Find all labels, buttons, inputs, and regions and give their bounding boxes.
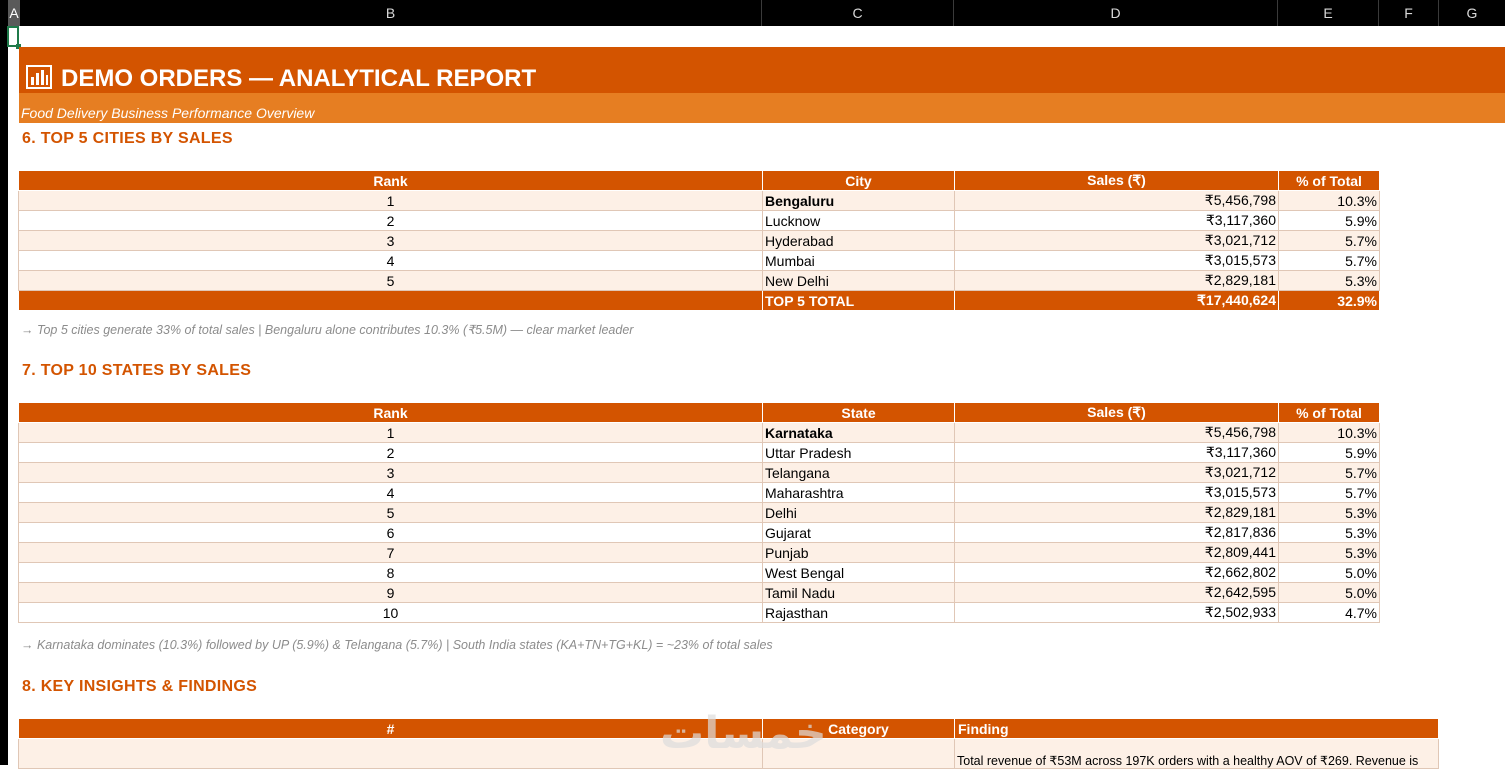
column-heading: Sales (₹) — [955, 171, 1279, 191]
column-header-f[interactable]: F — [1379, 0, 1439, 26]
sales-cell[interactable]: ₹2,829,181 — [955, 503, 1279, 523]
sales-cell[interactable]: ₹2,829,181 — [955, 271, 1279, 291]
rank-cell[interactable]: 2 — [19, 211, 763, 231]
table-row — [19, 231, 1380, 251]
section-title-insights: 8. KEY INSIGHTS & FINDINGS — [22, 678, 258, 695]
rank-cell[interactable]: 1 — [19, 191, 763, 211]
column-heading: Rank — [19, 403, 763, 423]
column-heading: Finding — [955, 719, 1439, 739]
rank-cell[interactable]: 2 — [19, 443, 763, 463]
total-sales-cell[interactable]: ₹17,440,624 — [955, 291, 1279, 311]
table-row — [19, 191, 1380, 211]
column-header-g[interactable]: G — [1466, 5, 1478, 21]
total-row — [19, 291, 1380, 311]
table-row — [19, 423, 1380, 443]
city-cell[interactable]: Bengaluru — [763, 191, 955, 211]
state-cell[interactable]: Punjab — [763, 543, 955, 563]
table-row — [19, 271, 1380, 291]
percent-cell[interactable]: 5.3% — [1279, 543, 1380, 563]
watermark-logo: خمسات — [660, 708, 827, 759]
state-cell[interactable]: Karnataka — [763, 423, 955, 443]
report-title: DEMO ORDERS — ANALYTICAL REPORT — [61, 65, 537, 92]
state-cell[interactable]: Rajasthan — [763, 603, 955, 623]
city-cell[interactable]: New Delhi — [763, 271, 955, 291]
column-heading: # — [19, 719, 763, 739]
sales-cell[interactable]: ₹5,456,798 — [955, 423, 1279, 443]
city-cell[interactable]: Lucknow — [763, 211, 955, 231]
percent-cell[interactable]: 10.3% — [1279, 191, 1380, 211]
percent-cell[interactable]: 5.3% — [1279, 503, 1380, 523]
rank-cell[interactable]: 5 — [19, 271, 763, 291]
total-percent-cell[interactable]: 32.9% — [1279, 291, 1380, 311]
report-title-banner — [19, 47, 1505, 93]
column-header-c[interactable]: C — [762, 0, 954, 26]
insight-number-cell[interactable] — [19, 739, 763, 769]
column-header-a[interactable]: A — [8, 0, 20, 26]
city-cell[interactable]: Mumbai — [763, 251, 955, 271]
city-cell[interactable]: Hyderabad — [763, 231, 955, 251]
column-header-d[interactable]: D — [954, 0, 1278, 26]
cities-table — [18, 170, 1380, 311]
sales-cell[interactable]: ₹2,817,836 — [955, 523, 1279, 543]
table-row — [19, 211, 1380, 231]
table-row — [19, 563, 1380, 583]
report-subtitle: Food Delivery Business Performance Overview — [19, 93, 1505, 123]
percent-cell[interactable]: 5.9% — [1279, 211, 1380, 231]
column-heading: State — [763, 403, 955, 423]
table-header-row — [19, 171, 1380, 191]
total-blank-cell[interactable] — [19, 291, 763, 311]
percent-cell[interactable]: 5.0% — [1279, 563, 1380, 583]
state-cell[interactable]: Maharashtra — [763, 483, 955, 503]
rank-cell[interactable]: 4 — [19, 483, 763, 503]
state-cell[interactable]: West Bengal — [763, 563, 955, 583]
section-title-states: 7. TOP 10 STATES BY SALES — [22, 362, 252, 379]
sales-cell[interactable]: ₹3,015,573 — [955, 251, 1279, 271]
sales-cell[interactable]: ₹2,642,595 — [955, 583, 1279, 603]
percent-cell[interactable]: 10.3% — [1279, 423, 1380, 443]
rank-cell[interactable]: 1 — [19, 423, 763, 443]
total-label-cell[interactable]: TOP 5 TOTAL — [763, 291, 955, 311]
rank-cell[interactable]: 3 — [19, 463, 763, 483]
table-row — [19, 543, 1380, 563]
sales-cell[interactable]: ₹2,662,802 — [955, 563, 1279, 583]
column-heading: Category — [763, 719, 955, 739]
sales-cell[interactable]: ₹3,015,573 — [955, 483, 1279, 503]
percent-cell[interactable]: 5.3% — [1279, 523, 1380, 543]
bar-chart-icon — [26, 65, 52, 89]
rank-cell[interactable]: 5 — [19, 503, 763, 523]
sales-cell[interactable]: ₹3,021,712 — [955, 463, 1279, 483]
table-row — [19, 603, 1380, 623]
percent-cell[interactable]: 5.7% — [1279, 251, 1380, 271]
state-cell[interactable]: Delhi — [763, 503, 955, 523]
rank-cell[interactable]: 7 — [19, 543, 763, 563]
rank-cell[interactable]: 8 — [19, 563, 763, 583]
percent-cell[interactable]: 5.9% — [1279, 443, 1380, 463]
state-cell[interactable]: Tamil Nadu — [763, 583, 955, 603]
percent-cell[interactable]: 5.7% — [1279, 231, 1380, 251]
table-row — [19, 443, 1380, 463]
rank-cell[interactable]: 3 — [19, 231, 763, 251]
sales-cell[interactable]: ₹3,117,360 — [955, 443, 1279, 463]
table-row — [19, 463, 1380, 483]
column-header-b[interactable]: B — [20, 0, 762, 26]
rank-cell[interactable]: 10 — [19, 603, 763, 623]
states-table — [18, 402, 1380, 623]
cities-note: → Top 5 cities generate 33% of total sales | Bengaluru alone contributes 10.3% (₹5.5M) — clear market leader — [21, 323, 634, 337]
table-row — [19, 583, 1380, 603]
percent-cell[interactable]: 5.7% — [1279, 483, 1380, 503]
table-row — [19, 251, 1380, 271]
column-heading: Rank — [19, 171, 763, 191]
state-cell[interactable]: Uttar Pradesh — [763, 443, 955, 463]
percent-cell[interactable]: 5.0% — [1279, 583, 1380, 603]
rank-cell[interactable]: 6 — [19, 523, 763, 543]
table-row — [19, 483, 1380, 503]
percent-cell[interactable]: 5.7% — [1279, 463, 1380, 483]
states-note: → Karnataka dominates (10.3%) followed by UP (5.9%) & Telangana (5.7%) | South India states (KA+TN+TG+KL) = ~23% of total sales — [21, 638, 773, 652]
percent-cell[interactable]: 5.3% — [1279, 271, 1380, 291]
table-row — [19, 503, 1380, 523]
sales-cell[interactable]: ₹3,021,712 — [955, 231, 1279, 251]
rank-cell[interactable]: 4 — [19, 251, 763, 271]
section-title-cities: 6. TOP 5 CITIES BY SALES — [22, 130, 233, 147]
rank-cell[interactable]: 9 — [19, 583, 763, 603]
column-header-e[interactable]: E — [1278, 0, 1379, 26]
column-heading: % of Total — [1279, 403, 1380, 423]
insight-finding-cell[interactable]: Total revenue of ₹53M across 197K orders with a healthy AOV of ₹269. Revenue is — [955, 739, 1439, 769]
row-header-strip[interactable] — [0, 26, 8, 765]
table-header-row — [19, 403, 1380, 423]
column-heading: City — [763, 171, 955, 191]
percent-cell[interactable]: 4.7% — [1279, 603, 1380, 623]
sales-cell[interactable]: ₹5,456,798 — [955, 191, 1279, 211]
table-row — [19, 523, 1380, 543]
sales-cell[interactable]: ₹2,809,441 — [955, 543, 1279, 563]
state-cell[interactable]: Telangana — [763, 463, 955, 483]
state-cell[interactable]: Gujarat — [763, 523, 955, 543]
column-heading: % of Total — [1279, 171, 1380, 191]
sales-cell[interactable]: ₹3,117,360 — [955, 211, 1279, 231]
sales-cell[interactable]: ₹2,502,933 — [955, 603, 1279, 623]
column-heading: Sales (₹) — [955, 403, 1279, 423]
column-header-bar — [0, 0, 1505, 26]
